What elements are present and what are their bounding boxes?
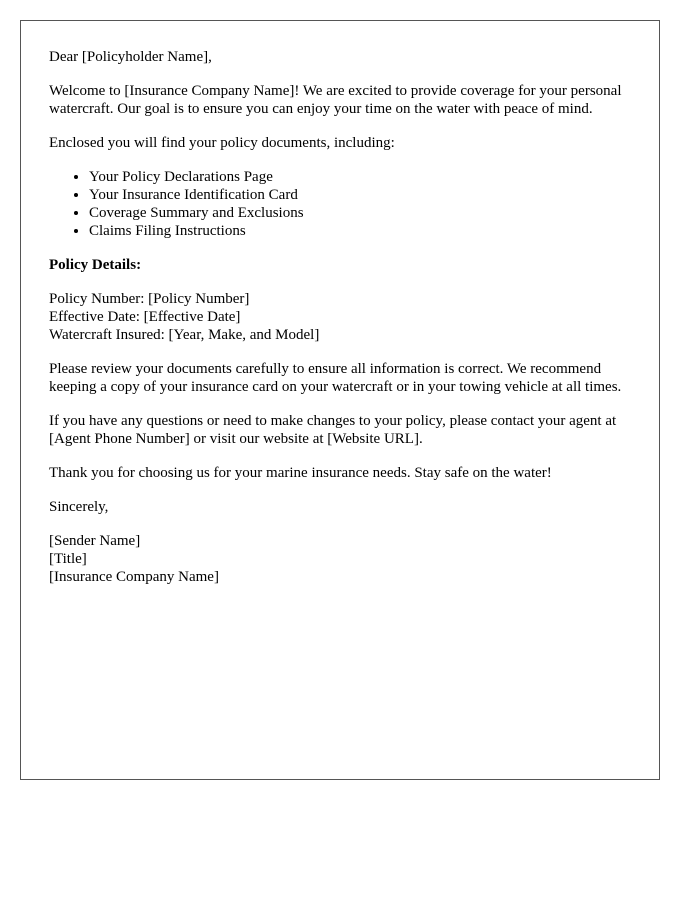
sender-company: [Insurance Company Name] (49, 569, 219, 585)
closing: Sincerely, (49, 499, 109, 515)
watercraft-insured: Watercraft Insured: [Year, Make, and Model] (49, 327, 320, 343)
greeting: Dear [Policyholder Name], (49, 49, 212, 65)
enclosed-intro: Enclosed you will find your policy documents, including: (49, 135, 395, 151)
policy-details-block (49, 290, 631, 344)
policy-details-heading: Policy Details: (49, 257, 142, 273)
sender-title: [Title] (49, 551, 87, 567)
letter-page (20, 20, 660, 780)
review-paragraph: Please review your documents carefully to ensure all information is correct. We recommend keeping a copy of your insurance card on your watercraft or in your towing vehicle at all times. (49, 361, 622, 395)
intro-paragraph: Welcome to [Insurance Company Name]! We are excited to provide coverage for your personal watercraft. Our goal is to ensure you can enjoy your time on the water with peace of mind. (49, 83, 622, 117)
list-item: • Coverage Summary and Exclusions (89, 204, 631, 222)
contact-paragraph: If you have any questions or need to make changes to your policy, please contact your agent at [Agent Phone Number] or visit our website at [Website URL]. (49, 413, 617, 447)
signature-block (49, 532, 631, 586)
list-item: • Claims Filing Instructions (89, 222, 631, 240)
documents-list (49, 168, 631, 240)
thanks-paragraph: Thank you for choosing us for your marine insurance needs. Stay safe on the water! (49, 465, 552, 481)
sender-name: [Sender Name] (49, 533, 141, 549)
list-item: • Your Insurance Identification Card (89, 186, 631, 204)
list-item: • Your Policy Declarations Page (89, 168, 631, 186)
policy-number: Policy Number: [Policy Number] (49, 291, 250, 307)
effective-date: Effective Date: [Effective Date] (49, 309, 241, 325)
